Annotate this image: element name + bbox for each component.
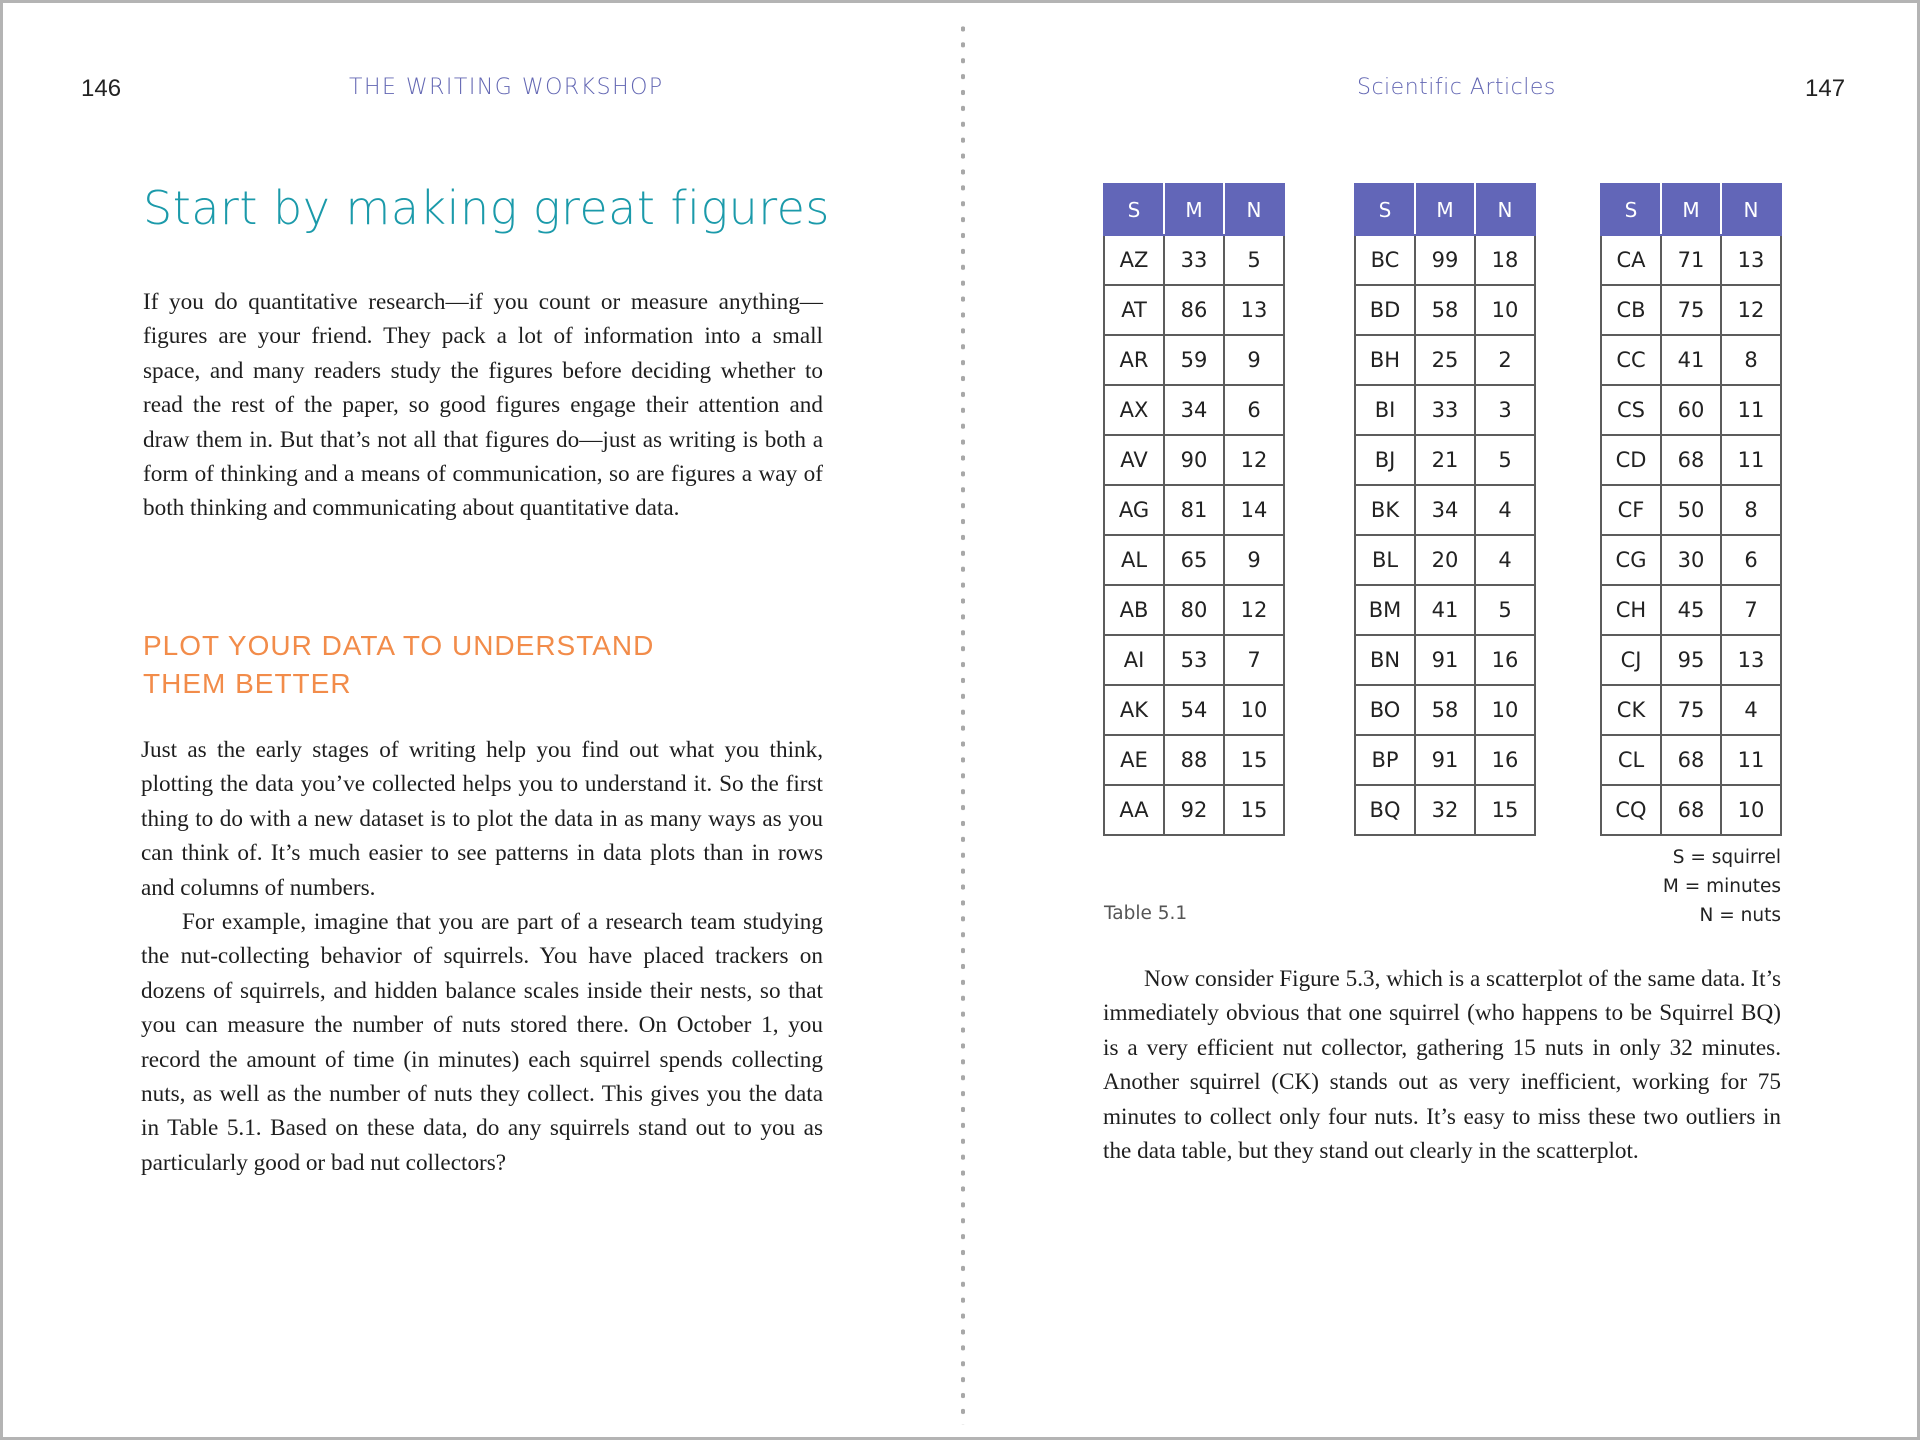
squirrel-cell: CL — [1601, 735, 1661, 785]
table-row — [1104, 385, 1284, 435]
header-n: N — [1721, 184, 1781, 235]
table-row — [1104, 235, 1284, 285]
squirrel-cell: BO — [1355, 685, 1415, 735]
minutes-cell: 58 — [1415, 685, 1475, 735]
nuts-cell: 4 — [1475, 485, 1535, 535]
squirrel-cell: BL — [1355, 535, 1415, 585]
nuts-cell: 10 — [1475, 285, 1535, 335]
table-row — [1104, 585, 1284, 635]
header-s: S — [1104, 184, 1164, 235]
nuts-cell: 8 — [1721, 485, 1781, 535]
minutes-cell: 25 — [1415, 335, 1475, 385]
squirrel-cell: AZ — [1104, 235, 1164, 285]
minutes-cell: 68 — [1661, 735, 1721, 785]
table-row — [1104, 335, 1284, 385]
squirrel-cell: AX — [1104, 385, 1164, 435]
table-header — [1355, 184, 1535, 235]
nuts-cell: 13 — [1721, 235, 1781, 285]
minutes-cell: 50 — [1661, 485, 1721, 535]
nuts-cell: 10 — [1475, 685, 1535, 735]
table-row — [1355, 535, 1535, 585]
header-s: S — [1355, 184, 1415, 235]
table-row — [1601, 685, 1781, 735]
squirrel-cell: CA — [1601, 235, 1661, 285]
table-row — [1601, 435, 1781, 485]
minutes-cell: 54 — [1164, 685, 1224, 735]
header-m: M — [1661, 184, 1721, 235]
data-table-1 — [1103, 183, 1285, 836]
table-row — [1601, 385, 1781, 435]
minutes-cell: 91 — [1415, 735, 1475, 785]
right-paragraph-block — [1103, 962, 1781, 1168]
running-head-left: THE WRITING WORKSHOP — [349, 75, 664, 100]
paragraph-3: For example, imagine that you are part of a research team studying the nut-collecting behavior of squirrels. You have placed trackers on dozens of squirrels, and hidden balance scales inside their nests, so that you can measure the number of nuts stored there. On October 1, you record the amount of time (in minutes) each squirrel spends collecting nuts, as well as the number of nuts they collect. This gives you the data in Table 5.1. Based on these data, do any squirrels stand out to you as particularly good or bad nut collectors? — [141, 909, 823, 1176]
table-row — [1601, 235, 1781, 285]
squirrel-cell: CB — [1601, 285, 1661, 335]
header-m: M — [1415, 184, 1475, 235]
minutes-cell: 41 — [1661, 335, 1721, 385]
nuts-cell: 6 — [1721, 535, 1781, 585]
nuts-cell: 5 — [1475, 585, 1535, 635]
table-row — [1355, 435, 1535, 485]
minutes-cell: 34 — [1415, 485, 1475, 535]
squirrel-cell: AR — [1104, 335, 1164, 385]
minutes-cell: 32 — [1415, 785, 1475, 835]
squirrel-cell: AK — [1104, 685, 1164, 735]
table-row — [1601, 585, 1781, 635]
squirrel-cell: CH — [1601, 585, 1661, 635]
squirrel-cell: BK — [1355, 485, 1415, 535]
minutes-cell: 34 — [1164, 385, 1224, 435]
nuts-cell: 16 — [1475, 635, 1535, 685]
minutes-cell: 90 — [1164, 435, 1224, 485]
header-n: N — [1475, 184, 1535, 235]
section-heading: PLOT YOUR DATA TO UNDERSTAND THEM BETTER — [143, 630, 655, 699]
table-row — [1355, 285, 1535, 335]
minutes-cell: 59 — [1164, 335, 1224, 385]
nuts-cell: 12 — [1224, 435, 1284, 485]
nuts-cell: 14 — [1224, 485, 1284, 535]
body-text-block — [141, 733, 823, 1180]
nuts-cell: 4 — [1475, 535, 1535, 585]
page-number-right: 147 — [1805, 75, 1846, 102]
table-row — [1355, 335, 1535, 385]
legend-minutes: M = minutes — [1662, 876, 1781, 897]
minutes-cell: 80 — [1164, 585, 1224, 635]
nuts-cell: 5 — [1475, 435, 1535, 485]
table-row — [1104, 285, 1284, 335]
squirrel-cell: CG — [1601, 535, 1661, 585]
nuts-cell: 2 — [1475, 335, 1535, 385]
minutes-cell: 71 — [1661, 235, 1721, 285]
left-page — [3, 3, 961, 1443]
page-number-left: 146 — [81, 75, 122, 102]
nuts-cell: 11 — [1721, 435, 1781, 485]
minutes-cell: 41 — [1415, 585, 1475, 635]
table-legend — [1583, 843, 1781, 930]
squirrel-cell: AI — [1104, 635, 1164, 685]
table-row — [1104, 485, 1284, 535]
minutes-cell: 53 — [1164, 635, 1224, 685]
squirrel-cell: AV — [1104, 435, 1164, 485]
table-caption: Table 5.1 — [1104, 903, 1188, 924]
nuts-cell: 5 — [1224, 235, 1284, 285]
header-n: N — [1224, 184, 1284, 235]
nuts-cell: 8 — [1721, 335, 1781, 385]
table-row — [1601, 285, 1781, 335]
table-row — [1104, 785, 1284, 835]
minutes-cell: 33 — [1415, 385, 1475, 435]
minutes-cell: 75 — [1661, 685, 1721, 735]
header-s: S — [1601, 184, 1661, 235]
table-row — [1355, 635, 1535, 685]
minutes-cell: 60 — [1661, 385, 1721, 435]
squirrel-cell: BC — [1355, 235, 1415, 285]
nuts-cell: 9 — [1224, 535, 1284, 585]
nuts-cell: 9 — [1224, 335, 1284, 385]
minutes-cell: 33 — [1164, 235, 1224, 285]
nuts-cell: 18 — [1475, 235, 1535, 285]
squirrel-cell: AL — [1104, 535, 1164, 585]
squirrel-cell: CS — [1601, 385, 1661, 435]
squirrel-cell: BP — [1355, 735, 1415, 785]
data-table-3 — [1600, 183, 1782, 836]
squirrel-cell: BQ — [1355, 785, 1415, 835]
table-row — [1601, 635, 1781, 685]
minutes-cell: 99 — [1415, 235, 1475, 285]
nuts-cell: 11 — [1721, 385, 1781, 435]
nuts-cell: 3 — [1475, 385, 1535, 435]
minutes-cell: 65 — [1164, 535, 1224, 585]
minutes-cell: 91 — [1415, 635, 1475, 685]
squirrel-cell: AE — [1104, 735, 1164, 785]
table-row — [1104, 685, 1284, 735]
squirrel-cell: CD — [1601, 435, 1661, 485]
nuts-cell: 16 — [1475, 735, 1535, 785]
intro-paragraph: If you do quantitative research—if you count or measure anything—figures are your friend. They pack a lot of information into a small space, and many readers study the figures before deciding whether to read the rest of the paper, so good figures engage their attention and draw them in. But that’s not all that figures do—just as writing is both a form of thinking and a means of communication, so are figures a way of both thinking and communicating about quantitative data. — [143, 289, 823, 522]
minutes-cell: 21 — [1415, 435, 1475, 485]
nuts-cell: 7 — [1224, 635, 1284, 685]
right-paragraph: Now consider Figure 5.3, which is a scatterplot of the same data. It’s immediately obvious that one squirrel (who happens to be Squirrel BQ) is a very efficient nut collector, gathering 15 nuts in only 32 minutes. Another squirrel (CK) stands out as very inefficient, working for 75 minutes to collect only four nuts. It’s easy to miss these two outliers in the data table, but they stand out clearly in the scatterplot. — [1103, 966, 1781, 1165]
squirrel-cell: BN — [1355, 635, 1415, 685]
legend-squirrel: S = squirrel — [1672, 847, 1781, 868]
table-row — [1601, 785, 1781, 835]
running-head-right: Scientific Articles — [1357, 75, 1556, 100]
table-row — [1601, 535, 1781, 585]
nuts-cell: 7 — [1721, 585, 1781, 635]
minutes-cell: 68 — [1661, 435, 1721, 485]
minutes-cell: 88 — [1164, 735, 1224, 785]
table-row — [1104, 535, 1284, 585]
minutes-cell: 86 — [1164, 285, 1224, 335]
squirrel-cell: AG — [1104, 485, 1164, 535]
nuts-cell: 13 — [1224, 285, 1284, 335]
table-row — [1601, 735, 1781, 785]
table-row — [1601, 485, 1781, 535]
nuts-cell: 15 — [1224, 785, 1284, 835]
table-row — [1104, 735, 1284, 785]
chapter-title: Start by making great figures — [143, 181, 830, 235]
nuts-cell: 12 — [1224, 585, 1284, 635]
table-row — [1601, 335, 1781, 385]
squirrel-cell: BJ — [1355, 435, 1415, 485]
table-row — [1355, 485, 1535, 535]
table-header — [1104, 184, 1284, 235]
squirrel-cell: AT — [1104, 285, 1164, 335]
paragraph-2: Just as the early stages of writing help you find out what you think, plotting the data you’ve collected helps you to understand it. So the first thing to do with a new dataset is to plot the data in as many ways as you can think of. It’s much easier to see patterns in data plots than in rows and columns of numbers. — [141, 737, 823, 901]
minutes-cell: 92 — [1164, 785, 1224, 835]
table-header — [1601, 184, 1781, 235]
header-m: M — [1164, 184, 1224, 235]
table-row — [1355, 785, 1535, 835]
nuts-cell: 13 — [1721, 635, 1781, 685]
minutes-cell: 68 — [1661, 785, 1721, 835]
table-row — [1355, 685, 1535, 735]
nuts-cell: 10 — [1721, 785, 1781, 835]
squirrel-cell: AA — [1104, 785, 1164, 835]
minutes-cell: 75 — [1661, 285, 1721, 335]
minutes-cell: 45 — [1661, 585, 1721, 635]
table-row — [1355, 385, 1535, 435]
squirrel-cell: CQ — [1601, 785, 1661, 835]
table-row — [1355, 735, 1535, 785]
minutes-cell: 30 — [1661, 535, 1721, 585]
nuts-cell: 11 — [1721, 735, 1781, 785]
intro-paragraph-block — [143, 285, 823, 526]
minutes-cell: 81 — [1164, 485, 1224, 535]
table-row — [1355, 585, 1535, 635]
table-row — [1104, 435, 1284, 485]
minutes-cell: 20 — [1415, 535, 1475, 585]
squirrel-cell: BM — [1355, 585, 1415, 635]
squirrel-cell: BH — [1355, 335, 1415, 385]
nuts-cell: 4 — [1721, 685, 1781, 735]
squirrel-cell: AB — [1104, 585, 1164, 635]
table-row — [1104, 635, 1284, 685]
minutes-cell: 95 — [1661, 635, 1721, 685]
nuts-cell: 15 — [1224, 735, 1284, 785]
squirrel-cell: CF — [1601, 485, 1661, 535]
squirrel-cell: CC — [1601, 335, 1661, 385]
nuts-cell: 10 — [1224, 685, 1284, 735]
squirrel-cell: BD — [1355, 285, 1415, 335]
nuts-cell: 15 — [1475, 785, 1535, 835]
data-table-2 — [1354, 183, 1536, 836]
minutes-cell: 58 — [1415, 285, 1475, 335]
table-row — [1355, 235, 1535, 285]
squirrel-cell: CK — [1601, 685, 1661, 735]
squirrel-cell: CJ — [1601, 635, 1661, 685]
nuts-cell: 12 — [1721, 285, 1781, 335]
nuts-cell: 6 — [1224, 385, 1284, 435]
squirrel-cell: BI — [1355, 385, 1415, 435]
legend-nuts: N = nuts — [1699, 905, 1781, 926]
